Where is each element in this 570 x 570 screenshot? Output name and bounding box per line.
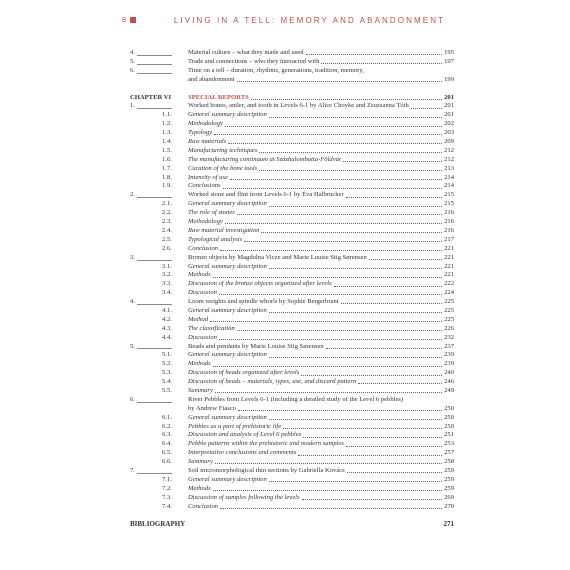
subsection-number: 4.2.: [162, 315, 172, 323]
entry-page: 226: [444, 324, 454, 332]
dot-leader: [228, 138, 442, 144]
subsection-number: 1.7.: [162, 164, 172, 172]
toc-subsection-row[interactable]: [130, 360, 454, 369]
subsection-number: 2.4.: [162, 226, 172, 234]
toc-section-row[interactable]: [130, 254, 454, 263]
toc-subsection-row[interactable]: [130, 369, 454, 378]
subsection-number: 7.2.: [162, 484, 172, 492]
toc-subsection-row[interactable]: [130, 351, 454, 360]
toc-subsection-row[interactable]: [130, 476, 454, 485]
entry-title: Summary: [188, 458, 213, 466]
subsection-number: 1.4.: [162, 138, 172, 146]
toc-subsection-row[interactable]: [130, 129, 454, 138]
section-number: 5.: [130, 343, 174, 352]
toc-subsection-row[interactable]: [130, 449, 454, 458]
entry-title: Methods: [188, 271, 211, 279]
entry-page: 253: [444, 440, 454, 448]
subsection-number: 6.1.: [162, 413, 172, 421]
dot-leader: [223, 182, 443, 188]
entry-page: 246: [444, 378, 454, 386]
dot-leader: [210, 316, 442, 322]
entry-title: Worked stone and flint from Levels 6-1 by Éva Halbrucker: [188, 191, 344, 199]
entry-page: 214: [444, 182, 454, 190]
entry-page: 222: [444, 280, 454, 288]
dot-leader: [230, 174, 442, 180]
entry-title: General summary description: [188, 262, 267, 270]
entry-title-cont: and abandonment: [188, 75, 235, 83]
entry-page: 259: [444, 484, 454, 492]
subsection-number: 6.2.: [162, 422, 172, 430]
dot-leader: [225, 218, 442, 224]
entry-page: 250: [444, 422, 454, 430]
entry-page: 215: [444, 200, 454, 208]
toc-section-row[interactable]: [130, 298, 454, 307]
dot-leader: [347, 467, 442, 473]
dot-leader: [213, 271, 442, 277]
toc-section-row[interactable]: [130, 396, 454, 414]
entry-title: General summary description: [188, 475, 267, 483]
entry-page: 260: [444, 493, 454, 501]
toc-subsection-row[interactable]: [130, 423, 454, 432]
running-title: LIVING IN A TELL: MEMORY AND ABANDONMENT: [173, 15, 446, 25]
chapter-label: CHAPTER VI: [130, 93, 172, 101]
dot-leader: [215, 458, 442, 464]
subsection-number: 7.4.: [162, 502, 172, 510]
entry-page: 214: [444, 173, 454, 181]
entry-title: Conclusion: [188, 502, 219, 510]
subsection-number: 1.3.: [162, 129, 172, 137]
entry-title: Intensity of use: [188, 173, 228, 181]
toc-section-row[interactable]: [130, 343, 454, 352]
subsection-number: 5.4.: [162, 378, 172, 386]
toc-section-row[interactable]: [130, 49, 454, 58]
entry-page: 237: [444, 342, 454, 350]
section-number: 6.: [130, 396, 174, 405]
toc-section-row[interactable]: [130, 191, 454, 200]
dot-leader: [343, 156, 442, 162]
chapter-row[interactable]: [130, 94, 454, 103]
dot-leader: [369, 254, 442, 260]
toc-section-row[interactable]: [130, 67, 454, 85]
entry-title: Discussion: [188, 289, 217, 297]
dot-leader: [214, 129, 442, 135]
entry-title: General summary description: [188, 111, 267, 119]
entry-title: Typology: [188, 129, 213, 137]
toc-section-row[interactable]: [130, 467, 454, 476]
dot-leader: [237, 325, 442, 331]
bibliography-label: BIBLIOGRAPHY: [130, 520, 186, 528]
dot-leader: [213, 360, 442, 366]
entry-page: 249: [444, 386, 454, 394]
section-number: 4.: [130, 298, 174, 307]
subsection-number: 7.3.: [162, 493, 172, 501]
dot-leader: [298, 449, 442, 455]
dot-leader: [269, 111, 442, 117]
entry-title: Material culture – what they made and used: [188, 49, 304, 56]
entry-title: Discussion of the bronze objects organized after levels: [188, 280, 332, 288]
entry-title: Bronze objects by Magdolna Vicze and Marie Louise Stig Sørensen: [188, 253, 367, 261]
entry-page: 221: [444, 271, 454, 279]
entry-title: River Pebbles from Levels 6-1 (including a detailed study of the Level 6 pebbles): [188, 395, 404, 403]
toc-subsection-row[interactable]: [130, 120, 454, 129]
entry-title: Discussion: [188, 333, 217, 341]
section-number: 1.: [130, 102, 174, 111]
toc-subsection-row[interactable]: [130, 325, 454, 334]
entry-page: 199: [444, 75, 454, 83]
entry-title: Curation of the bone tools: [188, 164, 258, 172]
entry-title: Pebbles as a part of prehistoric life: [188, 422, 282, 430]
subsection-number: 1.5.: [162, 146, 172, 154]
dot-leader: [220, 503, 442, 509]
entry-page: 225: [444, 315, 454, 323]
dot-leader: [220, 245, 442, 251]
entry-page: 212: [444, 155, 454, 163]
toc-subsection-row[interactable]: [130, 138, 454, 147]
subsection-number: 1.6.: [162, 155, 172, 163]
toc-subsection-row[interactable]: [130, 414, 454, 423]
subsection-number: 2.3.: [162, 218, 172, 226]
subsection-number: 6.4.: [162, 440, 172, 448]
subsection-number: 2.5.: [162, 235, 172, 243]
entry-page: 216: [444, 209, 454, 217]
entry-page: 221: [444, 253, 454, 261]
entry-page: 224: [444, 289, 454, 297]
entry-title: Summary: [188, 386, 213, 394]
toc-subsection-row[interactable]: [130, 378, 454, 387]
toc-subsection-row[interactable]: [130, 147, 454, 156]
toc-subsection-row[interactable]: [130, 440, 454, 449]
dot-leader: [269, 351, 442, 357]
section-number: 6.: [130, 67, 174, 76]
toc-subsection-row[interactable]: [130, 174, 454, 183]
section-number: 3.: [130, 254, 174, 263]
entry-page: 216: [444, 218, 454, 226]
entry-title: Discussion of samples following the levels: [188, 493, 300, 501]
subsection-number: 1.8.: [162, 173, 172, 181]
dot-leader: [259, 165, 442, 171]
entry-title: Methodology: [188, 218, 223, 226]
entry-title: The classification: [188, 324, 235, 332]
subsection-number: 4.1.: [162, 306, 172, 314]
subsection-number: 5.3.: [162, 369, 172, 377]
dot-leader: [283, 423, 442, 429]
toc-subsection-row[interactable]: [130, 218, 454, 227]
dot-leader: [411, 102, 442, 108]
section-number: 2.: [130, 191, 174, 200]
entry-title: General summary description: [188, 306, 267, 314]
subsection-number: 2.6.: [162, 244, 172, 252]
entry-title: Method: [188, 315, 209, 323]
entry-title: Typological analysis: [188, 235, 243, 243]
entry-page: 202: [444, 120, 454, 128]
subsection-number: 1.9.: [162, 182, 172, 190]
entry-page: 259: [444, 467, 454, 474]
subsection-number: 6.3.: [162, 431, 172, 439]
subsection-number: 3.3.: [162, 280, 172, 288]
dot-leader: [269, 263, 442, 269]
dot-leader: [326, 343, 442, 349]
section-number: 7.: [130, 467, 174, 476]
page-number: 8: [122, 16, 126, 24]
dot-leader: [269, 476, 442, 482]
entry-title: Discussion of beads organized after levels: [188, 369, 300, 377]
subsection-number: 4.4.: [162, 333, 172, 341]
bibliography-entry[interactable]: [130, 520, 454, 528]
subsection-number: 4.3.: [162, 324, 172, 332]
entry-title-cont: by Andrew Fiasco: [188, 404, 236, 412]
toc-subsection-row[interactable]: [130, 387, 454, 396]
toc-section-row[interactable]: [130, 58, 454, 67]
entry-page: 215: [444, 191, 454, 199]
entry-title: Methods: [188, 484, 211, 492]
subsection-number: 2.1.: [162, 200, 172, 208]
entry-page: 213: [444, 164, 454, 172]
dot-leader: [237, 209, 442, 215]
entry-title: The role of stones: [188, 209, 235, 217]
dot-leader: [219, 334, 442, 340]
entry-title: Time on a tell – duration, rhythms, generations, tradition, memory,: [188, 66, 364, 74]
entry-page: 257: [444, 449, 454, 457]
entry-title: Trade and connections – who they interacted with: [188, 57, 320, 65]
toc-subsection-row[interactable]: [130, 271, 454, 280]
dot-leader: [269, 414, 442, 420]
toc-subsection-row[interactable]: [130, 209, 454, 218]
toc-subsection-row[interactable]: [130, 458, 454, 467]
entry-title: Raw materials: [188, 138, 227, 146]
entry-title: Discussion and analysis of Level 6 pebbles: [188, 431, 302, 439]
entry-page: 259: [444, 475, 454, 483]
toc-subsection-row[interactable]: [130, 307, 454, 316]
subsection-number: 5.2.: [162, 360, 172, 368]
dot-leader: [261, 227, 442, 233]
chapter-title: SPECIAL REPORTS: [188, 93, 249, 101]
dot-leader: [302, 494, 443, 500]
subsection-number: 6.6.: [162, 458, 172, 466]
section-number: 4.: [130, 49, 174, 58]
dot-leader: [269, 307, 442, 313]
entry-page: 239: [444, 351, 454, 359]
spacer: [130, 85, 454, 94]
dot-leader: [237, 76, 442, 82]
dot-leader: [225, 120, 442, 126]
toc-subsection-row[interactable]: [130, 236, 454, 245]
entry-title: Conclusion: [188, 244, 219, 252]
entry-title: Worked bones, antler, and tooth in Levels 6-1 by Alice Choyke and Zsuzsanna Tóth: [188, 102, 409, 110]
entry-title: Raw material investigation: [188, 226, 260, 234]
dot-leader: [346, 440, 442, 446]
entry-title: Loom weights and spindle whorls by Sophie Bergerbrant: [188, 298, 339, 306]
entry-title: General summary description: [188, 200, 267, 208]
entry-page: 201: [444, 111, 454, 119]
toc-section-row[interactable]: [130, 102, 454, 111]
toc-subsection-row[interactable]: [130, 227, 454, 236]
entry-page: 221: [444, 262, 454, 270]
toc-subsection-row[interactable]: [130, 165, 454, 174]
toc-subsection-row[interactable]: [130, 503, 454, 512]
subsection-number: 1.2.: [162, 120, 172, 128]
subsection-number: 2.2.: [162, 209, 172, 217]
entry-page: 250: [444, 404, 454, 412]
entry-title: Methodology: [188, 120, 223, 128]
subsection-number: 7.1.: [162, 475, 172, 483]
subsection-number: 1.1.: [162, 111, 172, 119]
dot-leader: [301, 369, 442, 375]
entry-title: The manufacturing continuum at Százhalombatta-Földvár: [188, 155, 342, 163]
toc-subsection-row[interactable]: [130, 200, 454, 209]
dot-leader: [238, 405, 442, 411]
toc-subsection-row[interactable]: [130, 280, 454, 289]
dot-leader: [251, 94, 442, 100]
dot-leader: [244, 236, 442, 242]
dot-leader: [303, 431, 442, 437]
entry-page: 212: [444, 146, 454, 154]
entry-title: Conclusions: [188, 182, 221, 190]
entry-page: 250: [444, 413, 454, 421]
entry-title: Pebble patterns within the prehistoric and modern samples: [188, 440, 344, 448]
toc-subsection-row[interactable]: [130, 111, 454, 120]
dot-leader: [341, 298, 443, 304]
toc-subsection-row[interactable]: [130, 156, 454, 165]
subsection-number: 5.1.: [162, 351, 172, 359]
entry-page: 251: [444, 431, 454, 439]
entry-page: 258: [444, 458, 454, 466]
subsection-number: 3.4.: [162, 289, 172, 297]
entry-page: 203: [444, 129, 454, 137]
red-square-icon: [130, 17, 136, 23]
entry-title: Interpretative conclusions and comments: [188, 449, 297, 457]
subsection-number: 6.5.: [162, 449, 172, 457]
dot-leader: [321, 58, 442, 64]
toc-subsection-row[interactable]: [130, 431, 454, 440]
entry-title: General summary description: [188, 413, 267, 421]
dot-leader: [213, 485, 442, 491]
entry-page: 209: [444, 138, 454, 146]
chapter-page: 201: [444, 93, 454, 101]
entry-page: 197: [444, 57, 454, 65]
toc-subsection-row[interactable]: [130, 494, 454, 503]
entry-page: 217: [444, 235, 454, 243]
running-header: [122, 14, 445, 26]
entry-page: 225: [444, 298, 454, 306]
toc-subsection-row[interactable]: [130, 485, 454, 494]
subsection-number: 3.2.: [162, 271, 172, 279]
dot-leader: [358, 378, 442, 384]
toc-subsection-row[interactable]: [130, 289, 454, 298]
toc-subsection-row[interactable]: [130, 263, 454, 272]
dot-leader: [346, 191, 442, 197]
dot-leader: [334, 280, 442, 286]
entry-page: 232: [444, 333, 454, 341]
dot-leader: [259, 147, 442, 153]
dot-leader: [219, 289, 442, 295]
bibliography-page: 271: [443, 520, 454, 528]
subsection-number: 3.1.: [162, 262, 172, 270]
toc-subsection-row[interactable]: [130, 334, 454, 343]
dot-leader: [215, 387, 442, 393]
entry-title: Beads and pendants by Marie Louise Stig Sørensen: [188, 342, 324, 350]
entry-page: 225: [444, 306, 454, 314]
table-of-contents: [130, 49, 454, 511]
entry-title: Manufacturing techniques: [188, 146, 258, 154]
dot-leader: [269, 200, 442, 206]
dot-leader: [306, 49, 443, 55]
entry-title: General summary description: [188, 351, 267, 359]
toc-subsection-row[interactable]: [130, 245, 454, 254]
entry-page: 201: [444, 102, 454, 110]
entry-title: Soil micromorphological thin sections by Gabriella Kovács: [188, 467, 345, 474]
entry-title: Methods: [188, 360, 211, 368]
entry-page: 270: [444, 502, 454, 510]
section-number: 5.: [130, 58, 174, 67]
entry-page: 221: [444, 244, 454, 252]
entry-page: 239: [444, 360, 454, 368]
entry-page: 240: [444, 369, 454, 377]
entry-page: 195: [444, 49, 454, 56]
subsection-number: 5.5.: [162, 386, 172, 394]
toc-subsection-row[interactable]: [130, 316, 454, 325]
entry-title: Discussion of beads – materials, types, use, and discard pattern: [188, 378, 357, 386]
entry-page: 216: [444, 226, 454, 234]
